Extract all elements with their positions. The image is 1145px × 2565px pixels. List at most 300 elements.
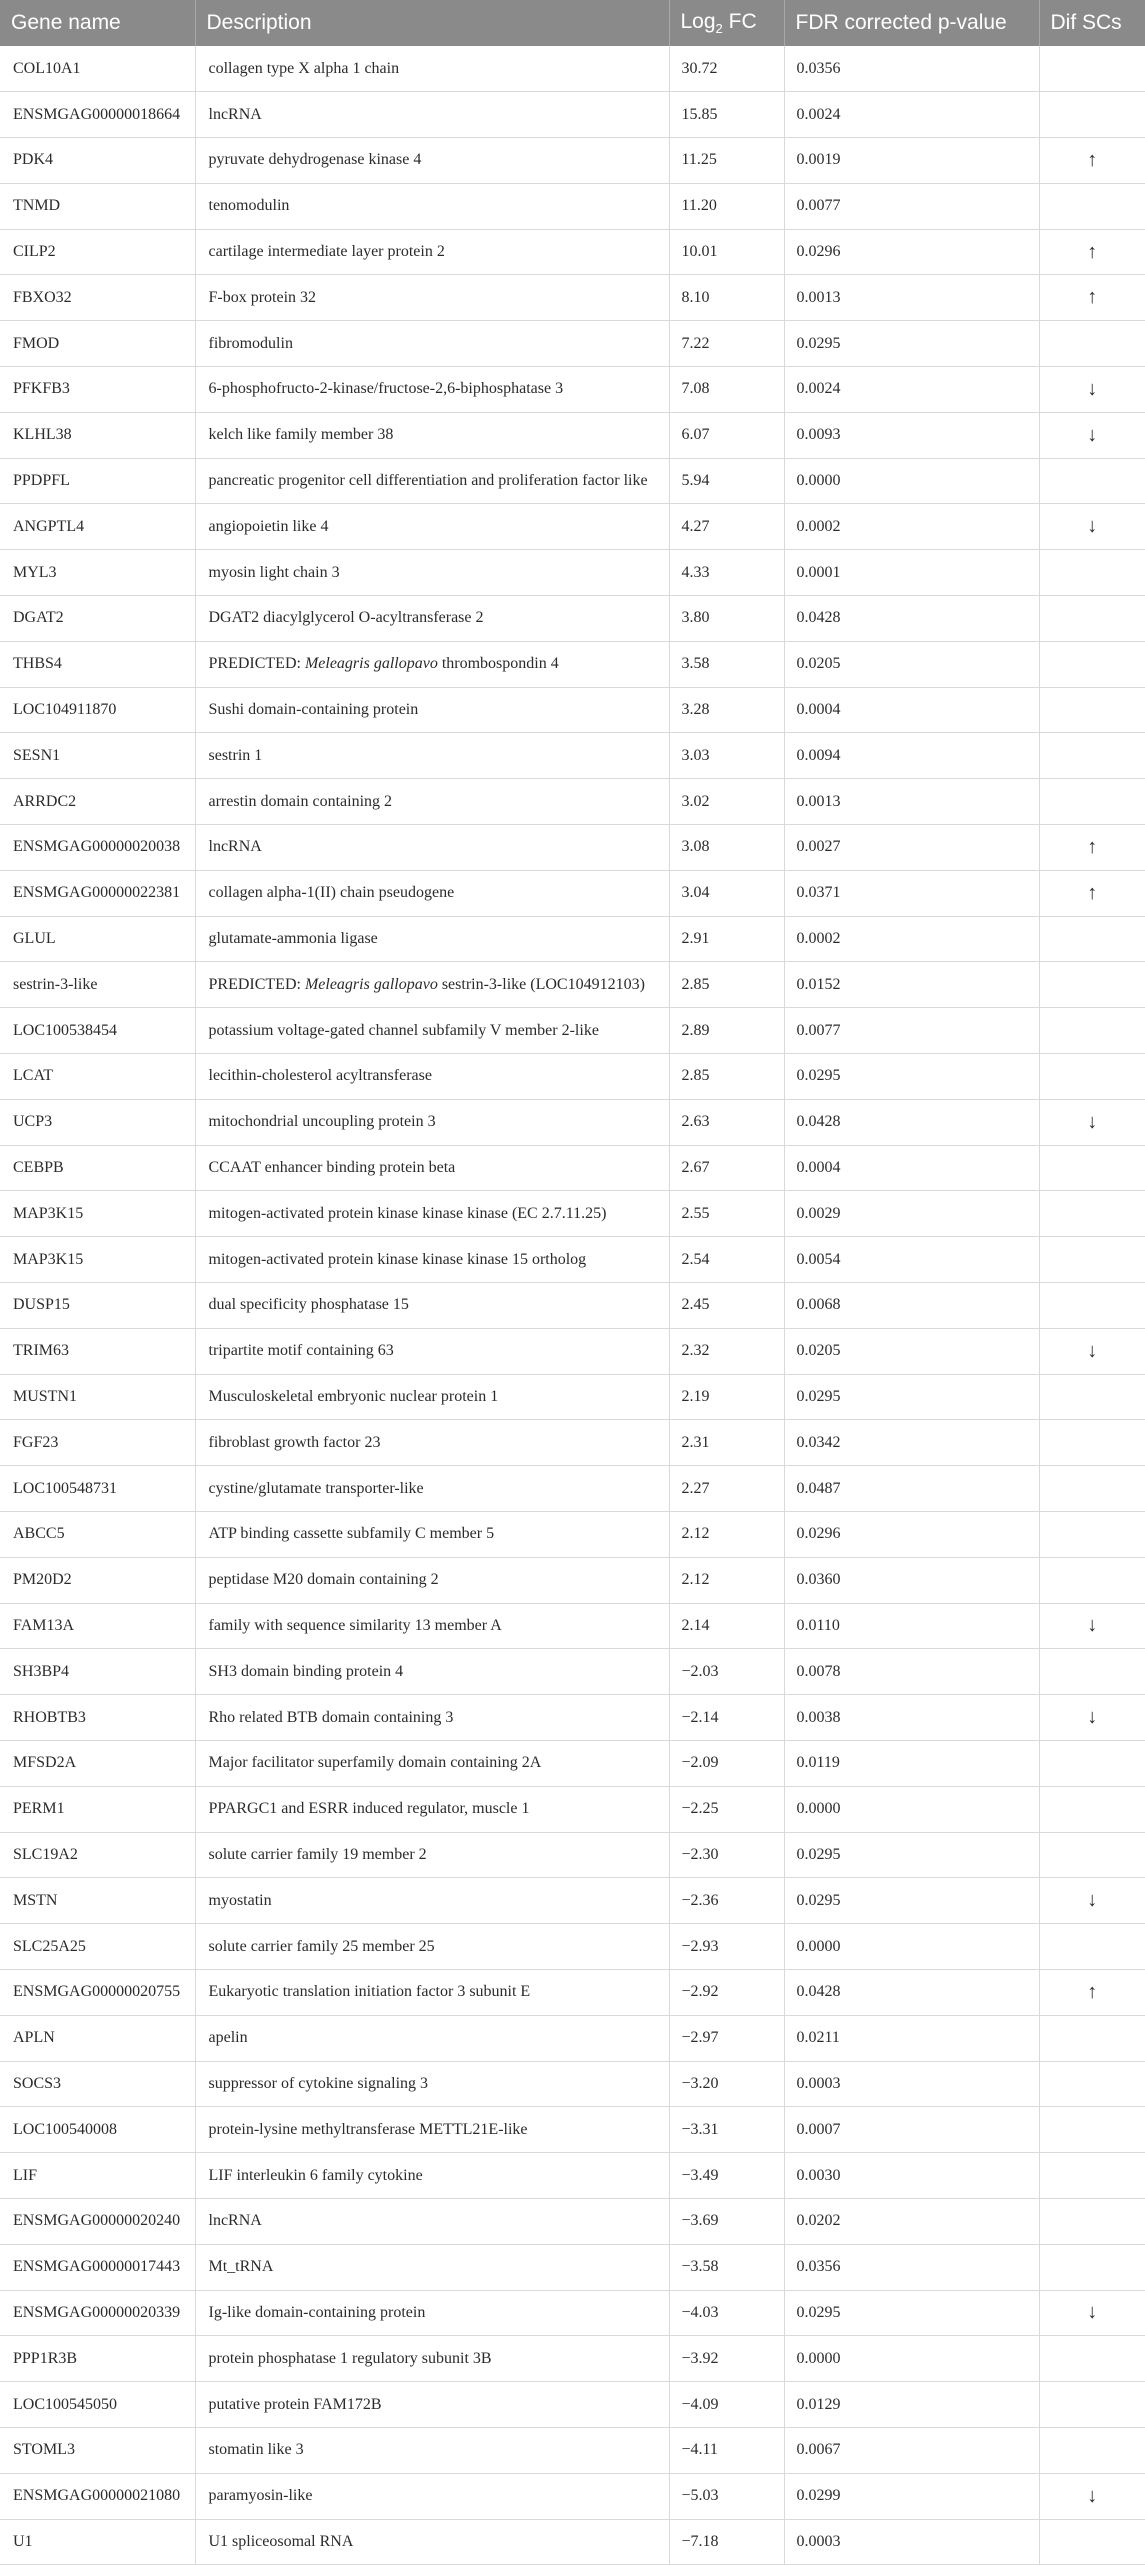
table-row (0, 870, 1145, 916)
gene-name-cell: PERM1 (0, 1786, 195, 1832)
description-cell: collagen type X alpha 1 chain (195, 46, 669, 92)
description-cell: solute carrier family 25 member 25 (195, 1924, 669, 1970)
dif-scs-cell (1039, 1832, 1145, 1878)
description-species: Meleagris gallopavo (304, 975, 438, 993)
gene-name-cell: ENSMGAG00000017443 (0, 2244, 195, 2290)
description-cell: SH3 domain binding protein 4 (195, 1649, 669, 1695)
table-row (0, 1649, 1145, 1695)
dif-scs-cell (1039, 916, 1145, 962)
fdr-p-value-cell: 0.0205 (784, 641, 1039, 687)
dif-scs-cell (1039, 687, 1145, 733)
gene-name-cell: LOC100548731 (0, 1466, 195, 1512)
fdr-p-value-cell: 0.0000 (784, 2336, 1039, 2382)
description-cell: arrestin domain containing 2 (195, 779, 669, 825)
log2-fc-cell: 3.80 (669, 596, 784, 642)
fdr-p-value-cell: 0.0001 (784, 550, 1039, 596)
gene-name-cell: FMOD (0, 321, 195, 367)
fdr-p-value-cell: 0.0356 (784, 2244, 1039, 2290)
log2-fc-cell: 10.01 (669, 229, 784, 275)
table-row (0, 1145, 1145, 1191)
log2-fc-cell: 7.08 (669, 367, 784, 413)
fdr-p-value-cell: 0.0295 (784, 1054, 1039, 1100)
description-cell: stomatin like 3 (195, 2427, 669, 2473)
description-cell: Ig-like domain-containing protein (195, 2290, 669, 2336)
gene-name-cell: MAP3K15 (0, 1191, 195, 1237)
dif-scs-cell: ↑ (1039, 275, 1145, 321)
fdr-p-value-cell: 0.0152 (784, 962, 1039, 1008)
table-row (0, 687, 1145, 733)
dif-scs-cell (1039, 1420, 1145, 1466)
log2-fc-cell: −4.09 (669, 2382, 784, 2428)
fdr-p-value-cell: 0.0019 (784, 138, 1039, 184)
dif-scs-cell: ↓ (1039, 1603, 1145, 1649)
log2-fc-cell: −2.25 (669, 1786, 784, 1832)
table-row (0, 962, 1145, 1008)
fdr-p-value-cell: 0.0211 (784, 2015, 1039, 2061)
table-row (0, 504, 1145, 550)
fdr-p-value-cell: 0.0030 (784, 2153, 1039, 2199)
fdr-p-value-cell: 0.0295 (784, 321, 1039, 367)
table-row (0, 2061, 1145, 2107)
fdr-p-value-cell: 0.0356 (784, 46, 1039, 92)
header-dif-scs: Dif SCs (1050, 11, 1122, 34)
table-row (0, 138, 1145, 184)
dif-scs-cell (1039, 183, 1145, 229)
log2-fc-cell: 2.45 (669, 1283, 784, 1329)
gene-name-cell: MUSTN1 (0, 1374, 195, 1420)
dif-scs-cell (1039, 1054, 1145, 1100)
dif-scs-cell (1039, 1466, 1145, 1512)
dif-scs-cell (1039, 321, 1145, 367)
description-cell: Eukaryotic translation initiation factor 3 subunit E (195, 1969, 669, 2015)
dif-scs-cell (1039, 92, 1145, 138)
description-cell: sestrin 1 (195, 733, 669, 779)
dif-scs-cell (1039, 550, 1145, 596)
gene-name-cell: CILP2 (0, 229, 195, 275)
description-cell: mitochondrial uncoupling protein 3 (195, 1099, 669, 1145)
fdr-p-value-cell: 0.0295 (784, 2290, 1039, 2336)
description-cell: lncRNA (195, 2198, 669, 2244)
dif-scs-cell: ↓ (1039, 2473, 1145, 2519)
log2-fc-cell: −2.09 (669, 1740, 784, 1786)
table-row (0, 733, 1145, 779)
fdr-p-value-cell: 0.0004 (784, 1145, 1039, 1191)
log2-fc-cell: −2.36 (669, 1878, 784, 1924)
gene-name-cell: SOCS3 (0, 2061, 195, 2107)
gene-name-cell: DUSP15 (0, 1283, 195, 1329)
dif-scs-cell (1039, 1283, 1145, 1329)
fdr-p-value-cell: 0.0002 (784, 504, 1039, 550)
fdr-p-value-cell: 0.0295 (784, 1878, 1039, 1924)
table-row (0, 1603, 1145, 1649)
dif-scs-cell (1039, 1512, 1145, 1558)
log2-fc-cell: 2.31 (669, 1420, 784, 1466)
dif-scs-cell (1039, 1786, 1145, 1832)
log2-fc-cell: −2.30 (669, 1832, 784, 1878)
dif-scs-cell: ↓ (1039, 367, 1145, 413)
fdr-p-value-cell: 0.0000 (784, 1786, 1039, 1832)
gene-name-cell: UCP3 (0, 1099, 195, 1145)
dif-scs-cell (1039, 1008, 1145, 1054)
log2-fc-cell: 2.19 (669, 1374, 784, 1420)
fdr-p-value-cell: 0.0094 (784, 733, 1039, 779)
dif-scs-cell (1039, 2107, 1145, 2153)
log2-fc-cell: 7.22 (669, 321, 784, 367)
dif-scs-cell (1039, 1191, 1145, 1237)
fdr-p-value-cell: 0.0129 (784, 2382, 1039, 2428)
gene-name-cell: ENSMGAG00000022381 (0, 870, 195, 916)
description-cell: mitogen-activated protein kinase kinase kinase (EC 2.7.11.25) (195, 1191, 669, 1237)
header-description: Description (195, 0, 669, 46)
gene-name-cell: MSTN (0, 1878, 195, 1924)
table-row (0, 641, 1145, 687)
table-row (0, 183, 1145, 229)
log2-fc-cell: −5.03 (669, 2473, 784, 2519)
table-row (0, 412, 1145, 458)
table-row (0, 2107, 1145, 2153)
gene-name-cell: THBS4 (0, 641, 195, 687)
table-row (0, 2198, 1145, 2244)
gene-name-cell: ENSMGAG00000020339 (0, 2290, 195, 2336)
fdr-p-value-cell: 0.0078 (784, 1649, 1039, 1695)
fdr-p-value-cell: 0.0119 (784, 1740, 1039, 1786)
header-log-prefix: Log (680, 9, 716, 33)
description-cell: paramyosin-like (195, 2473, 669, 2519)
table-row (0, 1054, 1145, 1100)
log2-fc-cell: −2.97 (669, 2015, 784, 2061)
log2-fc-cell: −2.93 (669, 1924, 784, 1970)
gene-name-cell: LOC100545050 (0, 2382, 195, 2428)
fdr-p-value-cell: 0.0342 (784, 1420, 1039, 1466)
fdr-p-value-cell: 0.0013 (784, 779, 1039, 825)
fdr-p-value-cell: 0.0029 (784, 1191, 1039, 1237)
header-log2-fc (669, 0, 784, 46)
gene-name-cell: TRIM63 (0, 1328, 195, 1374)
table-row (0, 1191, 1145, 1237)
table-row (0, 1099, 1145, 1145)
dif-scs-cell (1039, 1237, 1145, 1283)
dif-scs-cell: ↓ (1039, 1878, 1145, 1924)
dif-scs-cell (1039, 2153, 1145, 2199)
gene-name-cell: ENSMGAG00000020755 (0, 1969, 195, 2015)
dif-scs-cell (1039, 46, 1145, 92)
header-fdr-p-value: FDR corrected p-value (784, 0, 1039, 46)
dif-scs-cell: ↑ (1039, 138, 1145, 184)
gene-name-cell: LOC100540008 (0, 2107, 195, 2153)
dif-scs-cell: ↓ (1039, 1328, 1145, 1374)
gene-name-cell: DGAT2 (0, 596, 195, 642)
gene-name-cell: RHOBTB3 (0, 1695, 195, 1741)
description-cell: lncRNA (195, 92, 669, 138)
gene-name-cell: LOC100538454 (0, 1008, 195, 1054)
dif-scs-cell (1039, 2061, 1145, 2107)
description-suffix: sestrin-3-like (LOC104912103) (437, 975, 645, 993)
gene-name-cell: SESN1 (0, 733, 195, 779)
fdr-p-value-cell: 0.0295 (784, 1832, 1039, 1878)
gene-name-cell: FGF23 (0, 1420, 195, 1466)
dif-scs-cell (1039, 2519, 1145, 2565)
table-row (0, 2519, 1145, 2565)
description-cell: peptidase M20 domain containing 2 (195, 1557, 669, 1603)
log2-fc-cell: 30.72 (669, 46, 784, 92)
log2-fc-cell: −3.58 (669, 2244, 784, 2290)
fdr-p-value-cell: 0.0024 (784, 92, 1039, 138)
table-row (0, 916, 1145, 962)
table-row (0, 2290, 1145, 2336)
fdr-p-value-cell: 0.0004 (784, 687, 1039, 733)
table-row (0, 1512, 1145, 1558)
description-cell: myosin light chain 3 (195, 550, 669, 596)
table-row (0, 2473, 1145, 2519)
description-cell: protein-lysine methyltransferase METTL21E-like (195, 2107, 669, 2153)
table-row (0, 92, 1145, 138)
description-cell: collagen alpha-1(II) chain pseudogene (195, 870, 669, 916)
log2-fc-cell: 2.67 (669, 1145, 784, 1191)
gene-name-cell: SLC25A25 (0, 1924, 195, 1970)
header-log-suffix: FC (722, 9, 757, 33)
description-cell: cartilage intermediate layer protein 2 (195, 229, 669, 275)
gene-name-cell: LIF (0, 2153, 195, 2199)
description-suffix: thrombospondin 4 (437, 655, 559, 673)
fdr-p-value-cell: 0.0110 (784, 1603, 1039, 1649)
log2-fc-cell: 3.28 (669, 687, 784, 733)
dif-scs-cell: ↓ (1039, 1695, 1145, 1741)
fdr-p-value-cell: 0.0371 (784, 870, 1039, 916)
header-gene-name: Gene name (0, 0, 195, 46)
dif-scs-cell (1039, 2336, 1145, 2382)
gene-name-cell: GLUL (0, 916, 195, 962)
dif-scs-cell (1039, 779, 1145, 825)
log2-fc-cell: 3.04 (669, 870, 784, 916)
table-row (0, 2382, 1145, 2428)
table-body (0, 46, 1145, 2565)
table-row (0, 1420, 1145, 1466)
table-row (0, 1786, 1145, 1832)
log2-fc-cell: −2.03 (669, 1649, 784, 1695)
log2-fc-cell: 2.85 (669, 1054, 784, 1100)
description-cell: LIF interleukin 6 family cytokine (195, 2153, 669, 2199)
log2-fc-cell: 11.20 (669, 183, 784, 229)
dif-scs-cell: ↓ (1039, 504, 1145, 550)
dif-scs-cell (1039, 596, 1145, 642)
dif-scs-cell (1039, 962, 1145, 1008)
gene-name-cell: PDK4 (0, 138, 195, 184)
log2-fc-cell: 4.27 (669, 504, 784, 550)
gene-name-cell: LOC104911870 (0, 687, 195, 733)
description-cell: Musculoskeletal embryonic nuclear protein 1 (195, 1374, 669, 1420)
gene-name-cell: ARRDC2 (0, 779, 195, 825)
gene-name-cell: TNMD (0, 183, 195, 229)
description-cell: suppressor of cytokine signaling 3 (195, 2061, 669, 2107)
header-log-subscript: 2 (715, 21, 723, 37)
gene-name-cell: PPP1R3B (0, 2336, 195, 2382)
table-row (0, 1924, 1145, 1970)
table-row (0, 2336, 1145, 2382)
description-cell: lncRNA (195, 825, 669, 871)
log2-fc-cell: −7.18 (669, 2519, 784, 2565)
gene-name-cell: PPDPFL (0, 458, 195, 504)
log2-fc-cell: 3.58 (669, 641, 784, 687)
dif-scs-cell (1039, 1145, 1145, 1191)
dif-scs-cell (1039, 2427, 1145, 2473)
table-row (0, 779, 1145, 825)
table-row (0, 46, 1145, 92)
log2-fc-cell: −2.92 (669, 1969, 784, 2015)
log2-fc-cell: 2.12 (669, 1512, 784, 1558)
log2-fc-cell: 3.02 (669, 779, 784, 825)
fdr-p-value-cell: 0.0000 (784, 458, 1039, 504)
dif-scs-cell (1039, 2198, 1145, 2244)
dif-scs-cell: ↓ (1039, 412, 1145, 458)
description-cell: U1 spliceosomal RNA (195, 2519, 669, 2565)
table-row (0, 1557, 1145, 1603)
gene-name-cell: APLN (0, 2015, 195, 2061)
gene-name-cell: MFSD2A (0, 1740, 195, 1786)
table-row (0, 2015, 1145, 2061)
description-cell: Sushi domain-containing protein (195, 687, 669, 733)
fdr-p-value-cell: 0.0296 (784, 1512, 1039, 1558)
fdr-p-value-cell: 0.0202 (784, 2198, 1039, 2244)
description-cell: lecithin-cholesterol acyltransferase (195, 1054, 669, 1100)
fdr-p-value-cell: 0.0054 (784, 1237, 1039, 1283)
description-cell: dual specificity phosphatase 15 (195, 1283, 669, 1329)
fdr-p-value-cell: 0.0007 (784, 2107, 1039, 2153)
log2-fc-cell: 5.94 (669, 458, 784, 504)
gene-name-cell: ENSMGAG00000020038 (0, 825, 195, 871)
header-row (0, 0, 1145, 46)
dif-scs-cell: ↑ (1039, 870, 1145, 916)
gene-name-cell: ENSMGAG00000018664 (0, 92, 195, 138)
table-row (0, 367, 1145, 413)
table-row (0, 275, 1145, 321)
table-row (0, 1374, 1145, 1420)
description-cell: fibroblast growth factor 23 (195, 1420, 669, 1466)
description-cell: family with sequence similarity 13 member A (195, 1603, 669, 1649)
fdr-p-value-cell: 0.0068 (784, 1283, 1039, 1329)
fdr-p-value-cell: 0.0077 (784, 1008, 1039, 1054)
gene-name-cell: SLC19A2 (0, 1832, 195, 1878)
dif-scs-cell (1039, 1924, 1145, 1970)
log2-fc-cell: 2.14 (669, 1603, 784, 1649)
table-row (0, 1237, 1145, 1283)
table-row (0, 1328, 1145, 1374)
gene-name-cell: MYL3 (0, 550, 195, 596)
table-row (0, 1969, 1145, 2015)
description-cell: myostatin (195, 1878, 669, 1924)
gene-name-cell: COL10A1 (0, 46, 195, 92)
gene-name-cell: FBXO32 (0, 275, 195, 321)
description-cell (195, 641, 669, 687)
description-cell: potassium voltage-gated channel subfamily V member 2-like (195, 1008, 669, 1054)
description-cell: Major facilitator superfamily domain containing 2A (195, 1740, 669, 1786)
dif-scs-cell (1039, 1557, 1145, 1603)
gene-name-cell: MAP3K15 (0, 1237, 195, 1283)
gene-name-cell: KLHL38 (0, 412, 195, 458)
fdr-p-value-cell: 0.0093 (784, 412, 1039, 458)
table-row (0, 1878, 1145, 1924)
fdr-p-value-cell: 0.0077 (784, 183, 1039, 229)
log2-fc-cell: 3.08 (669, 825, 784, 871)
fdr-p-value-cell: 0.0038 (784, 1695, 1039, 1741)
description-cell: ATP binding cassette subfamily C member 5 (195, 1512, 669, 1558)
fdr-p-value-cell: 0.0000 (784, 1924, 1039, 1970)
fdr-p-value-cell: 0.0296 (784, 229, 1039, 275)
gene-name-cell: LCAT (0, 1054, 195, 1100)
fdr-p-value-cell: 0.0003 (784, 2061, 1039, 2107)
gene-name-cell: ABCC5 (0, 1512, 195, 1558)
description-cell: DGAT2 diacylglycerol O-acyltransferase 2 (195, 596, 669, 642)
fdr-p-value-cell: 0.0067 (784, 2427, 1039, 2473)
dif-scs-cell (1039, 2015, 1145, 2061)
gene-name-cell: ANGPTL4 (0, 504, 195, 550)
table-row (0, 2427, 1145, 2473)
log2-fc-cell: 2.54 (669, 1237, 784, 1283)
description-cell: protein phosphatase 1 regulatory subunit 3B (195, 2336, 669, 2382)
description-cell: kelch like family member 38 (195, 412, 669, 458)
table-row (0, 1466, 1145, 1512)
fdr-p-value-cell: 0.0295 (784, 1374, 1039, 1420)
log2-fc-cell: 6.07 (669, 412, 784, 458)
gene-name-cell: FAM13A (0, 1603, 195, 1649)
table-row (0, 1695, 1145, 1741)
table-row (0, 1832, 1145, 1878)
dif-scs-cell (1039, 1740, 1145, 1786)
log2-fc-cell: −3.49 (669, 2153, 784, 2199)
dif-scs-cell: ↑ (1039, 229, 1145, 275)
table-header (0, 0, 1145, 46)
log2-fc-cell: 2.55 (669, 1191, 784, 1237)
description-cell: cystine/glutamate transporter-like (195, 1466, 669, 1512)
description-cell: Rho related BTB domain containing 3 (195, 1695, 669, 1741)
gene-name-cell: SH3BP4 (0, 1649, 195, 1695)
log2-fc-cell: −3.69 (669, 2198, 784, 2244)
log2-fc-cell: 11.25 (669, 138, 784, 184)
dif-scs-cell: ↑ (1039, 825, 1145, 871)
gene-name-cell: U1 (0, 2519, 195, 2565)
log2-fc-cell: 2.91 (669, 916, 784, 962)
dif-scs-cell (1039, 1374, 1145, 1420)
dif-scs-cell (1039, 1649, 1145, 1695)
gene-name-cell: sestrin-3-like (0, 962, 195, 1008)
log2-fc-cell: −4.11 (669, 2427, 784, 2473)
log2-fc-cell: −3.20 (669, 2061, 784, 2107)
fdr-p-value-cell: 0.0002 (784, 916, 1039, 962)
log2-fc-cell: −4.03 (669, 2290, 784, 2336)
fdr-p-value-cell: 0.0487 (784, 1466, 1039, 1512)
fdr-p-value-cell: 0.0360 (784, 1557, 1039, 1603)
description-cell: mitogen-activated protein kinase kinase kinase 15 ortholog (195, 1237, 669, 1283)
dif-scs-cell (1039, 733, 1145, 779)
dif-scs-cell: ↓ (1039, 2290, 1145, 2336)
log2-fc-cell: 2.27 (669, 1466, 784, 1512)
table-row (0, 1008, 1145, 1054)
gene-name-cell: ENSMGAG00000021080 (0, 2473, 195, 2519)
gene-name-cell: STOML3 (0, 2427, 195, 2473)
table-row (0, 458, 1145, 504)
description-cell: 6-phosphofructo-2-kinase/fructose-2,6-biphosphatase 3 (195, 367, 669, 413)
log2-fc-cell: 2.12 (669, 1557, 784, 1603)
description-cell: putative protein FAM172B (195, 2382, 669, 2428)
description-cell: fibromodulin (195, 321, 669, 367)
description-cell: CCAAT enhancer binding protein beta (195, 1145, 669, 1191)
fdr-p-value-cell: 0.0003 (784, 2519, 1039, 2565)
description-prefix: PREDICTED: (208, 655, 305, 673)
dif-scs-cell: ↓ (1039, 1099, 1145, 1145)
description-cell: PPARGC1 and ESRR induced regulator, muscle 1 (195, 1786, 669, 1832)
description-cell: tenomodulin (195, 183, 669, 229)
log2-fc-cell: 15.85 (669, 92, 784, 138)
description-cell: Mt_tRNA (195, 2244, 669, 2290)
